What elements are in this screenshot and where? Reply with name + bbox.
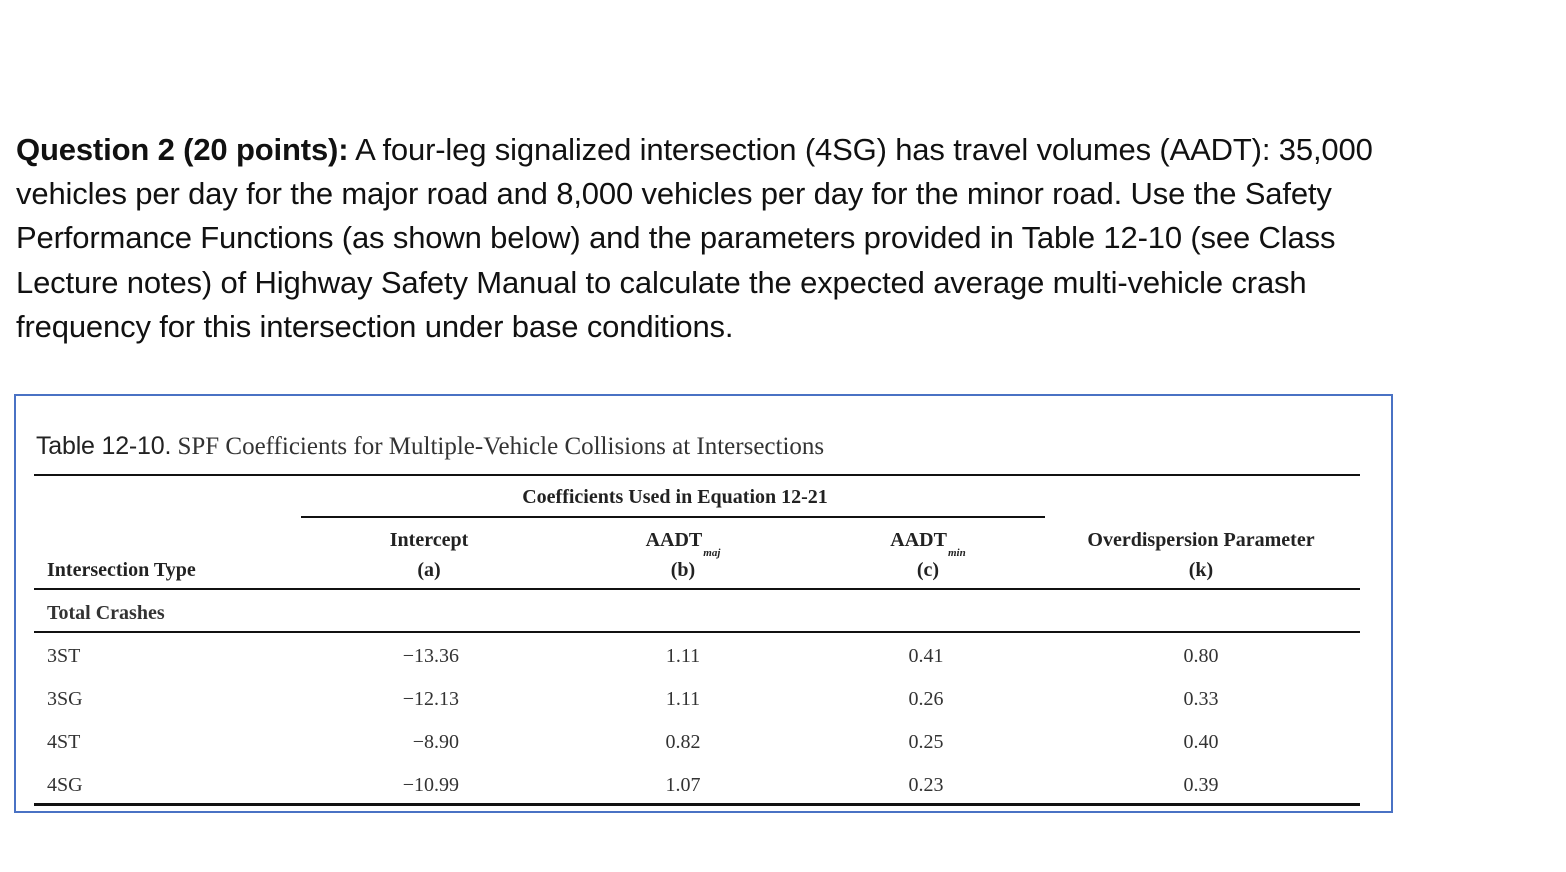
col-header-aadt-maj <box>645 529 721 559</box>
col-header-intercept: Intercept <box>389 529 469 551</box>
row-aadt-maj: 1.11 <box>665 688 701 710</box>
group-header: Coefficients Used in Equation 12-21 <box>522 486 828 508</box>
spf-table <box>14 394 1393 813</box>
col-header-type: Intersection Type <box>47 559 196 581</box>
bottom-rule <box>34 803 1360 806</box>
aadt-maj-subscript: maj <box>703 547 721 559</box>
aadt-min-label: AADT <box>890 529 947 551</box>
question-body: A four-leg signalized intersection (4SG) has travel volumes (AADT): 35,000 vehicles per day for the major road and 8,000 vehicles per day for the minor road. Use the Safety Performance Functions (as shown below) and the parameters provided in Table 12-10 (see Class Lecture notes) of Highway Safety Manual to calculate the expected average multi-vehicle crash frequency for this intersection under base conditions. <box>16 132 1373 344</box>
aadt-maj-label: AADT <box>645 529 703 551</box>
group-rule <box>301 516 1045 518</box>
row-aadt-min: 0.41 <box>908 645 944 667</box>
row-overdispersion: 0.80 <box>1183 645 1219 667</box>
row-intercept: −10.99 <box>402 774 459 796</box>
col-header-overdispersion: Overdispersion Parameter <box>1087 529 1315 551</box>
section-rule <box>34 631 1360 633</box>
row-type: 4ST <box>47 731 81 753</box>
col-header-aadt-min-sym: (c) <box>916 559 940 581</box>
row-intercept: −12.13 <box>402 688 459 710</box>
header-rule <box>34 588 1360 590</box>
row-overdispersion: 0.39 <box>1183 774 1219 796</box>
row-aadt-maj: 1.11 <box>665 645 701 667</box>
row-intercept: −8.90 <box>412 731 459 753</box>
table-caption <box>36 432 824 461</box>
row-aadt-maj: 0.82 <box>665 731 701 753</box>
top-rule <box>34 474 1360 476</box>
row-aadt-min: 0.26 <box>908 688 944 710</box>
row-aadt-min: 0.23 <box>908 774 944 796</box>
row-intercept: −13.36 <box>402 645 459 667</box>
question-label: Question 2 (20 points): <box>16 132 349 167</box>
table-caption-number: Table 12-10. <box>36 432 172 460</box>
col-header-aadt-maj-sym: (b) <box>670 559 696 581</box>
row-overdispersion: 0.33 <box>1183 688 1219 710</box>
section-label: Total Crashes <box>47 602 165 624</box>
aadt-min-subscript: min <box>947 547 966 559</box>
col-header-aadt-min <box>890 529 966 559</box>
row-type: 3SG <box>47 688 83 710</box>
col-header-overdispersion-sym: (k) <box>1188 559 1214 581</box>
row-aadt-min: 0.25 <box>908 731 944 753</box>
row-type: 4SG <box>47 774 83 796</box>
table-caption-text: SPF Coefficients for Multiple-Vehicle Collisions at Intersections <box>171 433 825 460</box>
row-aadt-maj: 1.07 <box>665 774 701 796</box>
row-type: 3ST <box>47 645 81 667</box>
row-overdispersion: 0.40 <box>1183 731 1219 753</box>
question-text <box>16 128 1436 349</box>
col-header-intercept-sym: (a) <box>417 559 441 581</box>
